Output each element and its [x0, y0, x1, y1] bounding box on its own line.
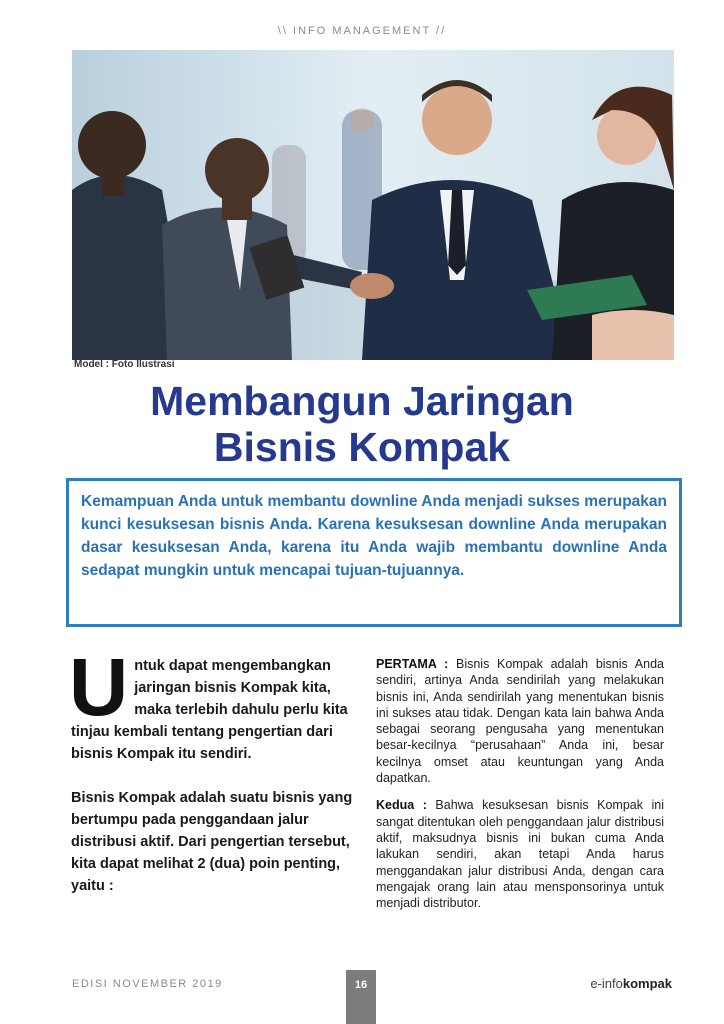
right-paragraph-2: [376, 797, 664, 911]
left-paragraph-1: ntuk dapat mengembangkan jaringan bisnis Kompak kita, maka terlebih dahulu perlu kita tinjau kembali tentang pengertian dari bisnis Kompak itu sendiri.: [71, 658, 348, 762]
title-line-2: Bisnis Kompak: [213, 424, 511, 470]
point-label-pertama: PERTAMA :: [376, 657, 449, 671]
point-label-kedua: Kedua :: [376, 798, 427, 813]
point-text-kedua: Bahwa kesuksesan bisnis Kompak ini sangat ditentukan oleh penggandaan jalur distribusi aktif, maksudnya bisnis ini bukan cuma Anda lakukan sendiri, akan tetapi Anda harus menggandakan jalur distribusi Anda, dengan cara mengajak orang lain atau mensponsorinya untuk menjadi distributor.: [376, 798, 664, 911]
brand-prefix: e-info: [590, 976, 623, 991]
article-title: [0, 378, 724, 470]
page-number-tab: [346, 970, 376, 1024]
photo-caption: Model : Foto Ilustrasi: [74, 359, 175, 370]
page-number: 16: [354, 979, 368, 991]
right-paragraph-1: [376, 656, 664, 786]
article-photo: [72, 50, 674, 360]
brand-logo: [590, 976, 672, 991]
title-line-1: Membangun Jaringan: [150, 378, 574, 424]
left-paragraph-2: Bisnis Kompak adalah suatu bisnis yang bertumpu pada penggandaan jalur distribusi aktif. Dari pengertian tersebut, kita dapat melihat 2 (dua) poin penting, yaitu :: [71, 790, 353, 894]
edition-label: EDISI NOVEMBER 2019: [72, 978, 223, 990]
drop-cap: U: [69, 642, 129, 733]
left-column: [69, 642, 353, 897]
lead-text: Kemampuan Anda untuk membantu downline Anda menjadi sukses merupakan kunci kesuksesan bisnis Anda. Karena kesuksesan downline Anda merupakan dasar kesuksesan Anda, karena itu Anda wajib membantu downline Anda sedapat mungkin untuk mencapai tujuan-tujuannya.: [81, 493, 667, 579]
brand-suffix: kompak: [622, 976, 672, 991]
right-column: [376, 656, 664, 911]
point-text-pertama: Bisnis Kompak adalah bisnis Anda sendiri, artinya Anda sendirilah yang melakukan bisnis ini, Anda sendirilah yang menentukan bisnis ini sukses atau tidak. Dengan kata lain bahwa Anda sebagai seorang pengusaha yang menentukan besar-kecilnya “perusahaan” Anda ini, besar kecilnya omset atau keuntungan yang Anda dapatkan.: [376, 657, 664, 786]
lead-box: [66, 478, 682, 627]
section-label: \\ INFO MANAGEMENT //: [277, 25, 447, 37]
